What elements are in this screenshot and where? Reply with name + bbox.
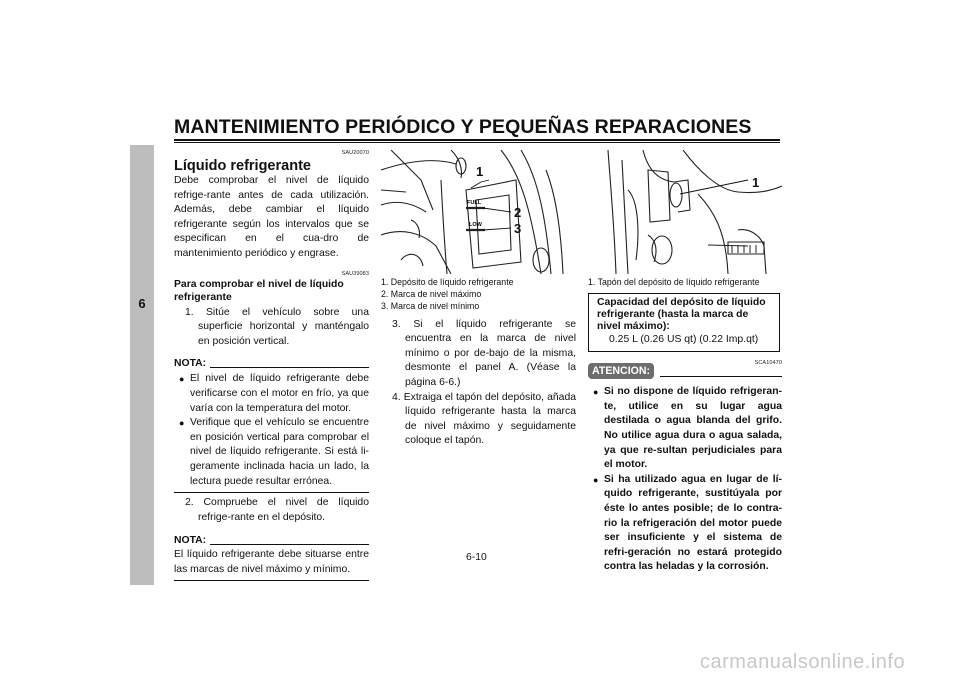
coolant-reservoir-figure: [381, 150, 576, 274]
nota2-end-rule: [174, 580, 369, 581]
chapter-number: 6: [138, 296, 146, 311]
left-column: [174, 150, 369, 584]
reservoir-cap-illustration: [588, 150, 782, 274]
warning-code: SCA10470: [754, 360, 782, 367]
nota2-label: NOTA:: [174, 535, 207, 547]
nota-rule: [210, 367, 369, 368]
figure-captions: [381, 276, 576, 313]
nota2-header: [174, 534, 369, 547]
capacity-title: Capacidad del depósito de líquido refrigerante (hasta la marca de nivel máximo):: [597, 297, 766, 333]
caption-2: 2. Marca de nivel máximo: [381, 289, 482, 300]
intro-paragraph: Debe comprobar el nivel de líquido refrige-rante antes de cada utilización. Además, debe cambiar el líquido refrigerante según los intervalos que se especifican en el cua-dro de mantenimiento periódico y engrase.: [174, 175, 369, 259]
section-code: SAU20070: [341, 150, 369, 156]
middle-column: [381, 150, 576, 449]
callout-3: 3: [514, 221, 522, 236]
warning-bullet-1: ● Si no dispone de líquido refrigeran-te, utilice en su lugar agua destilada o agua blanda del grifo. No utilice agua dura o agua salada, ya que re-sultan perjudiciales para el motor.: [588, 385, 782, 473]
page-number: 6-10: [466, 552, 487, 563]
capacity-value: 0.25 L (0.26 US qt) (0.22 Imp.qt): [609, 334, 759, 346]
step-2: 2. Compruebe el nivel de líquido refrige-rante en el depósito.: [185, 497, 369, 523]
callout-2: 2: [514, 205, 522, 220]
step-3: 3. Si el líquido refrigerante se encuentra en la marca de nivel mínimo o por de-bajo de la misma, desmonte el panel A. (Véase la página 6-6.): [392, 318, 576, 388]
warning-list: [588, 385, 782, 575]
chapter-tab: [130, 145, 154, 585]
capacity-box: [588, 293, 780, 352]
page-title: MANTENIMIENTO PERIÓDICO Y PEQUEÑAS REPARACIONES: [174, 116, 752, 138]
subsection-title: Para comprobar el nivel de líquido refrigerante: [174, 278, 344, 303]
warning-bullet-2: ● Si ha utilizado agua en lugar de lí-quido refrigerante, sustitúyala por éste lo antes posible; de lo contra-rio la refrigeración del motor puede ser insuficiente y el sistema de refri-geración no estará protegido contra las heladas y la corrosión.: [588, 473, 782, 575]
atencion-rule: [660, 376, 782, 377]
nota-end-rule: [174, 492, 369, 493]
step-1: 1. Sitúe el vehículo sobre una superficie horizontal y manténgalo en posición vertical.: [185, 306, 369, 347]
right-column: [588, 150, 782, 575]
nota-bullet-1: ● El nivel de líquido refrigerante debe verificarse con el motor en frío, ya que varía con la temperatura del motor.: [174, 372, 369, 416]
callout-cap: 1: [752, 175, 760, 190]
header-rule: [174, 139, 780, 141]
header-rule-thin: [174, 142, 780, 143]
watermark: carmanualsonline.info: [700, 651, 906, 673]
nota-header: [174, 357, 369, 370]
nota-label: NOTA:: [174, 358, 207, 370]
step-4: 4. Extraiga el tapón del depósito, añada líquido refrigerante hasta la marca de nivel máximo y seguidamente coloque el tapón.: [392, 391, 576, 447]
low-mark-label: LOW: [469, 222, 482, 228]
callout-1: 1: [476, 164, 484, 179]
cap-caption: 1. Tapón del depósito de líquido refrigerante: [588, 277, 760, 287]
atencion-header: [588, 363, 782, 379]
caption-1: 1. Depósito de líquido refrigerante: [381, 277, 514, 287]
atencion-label: ATENCION:: [588, 363, 654, 379]
reservoir-cap-figure: [588, 150, 782, 274]
section-title: Líquido refrigerante: [174, 158, 311, 174]
nota-bullet-2: ● Verifique que el vehículo se encuentre en posición vertical para comprobar el nivel de líquido refrigerante. Si está li-geramente inclinada hacia un lado, la lectura puede resultar errónea.: [174, 416, 369, 489]
subsection-code: SAU39083: [341, 270, 369, 277]
nota2-rule: [210, 544, 369, 545]
caption-3: 3. Marca de nivel mínimo: [381, 301, 480, 312]
nota2-text: El líquido refrigerante debe situarse entre las marcas de nivel máximo y mínimo.: [174, 549, 369, 575]
full-mark-label: FULL: [467, 200, 482, 206]
